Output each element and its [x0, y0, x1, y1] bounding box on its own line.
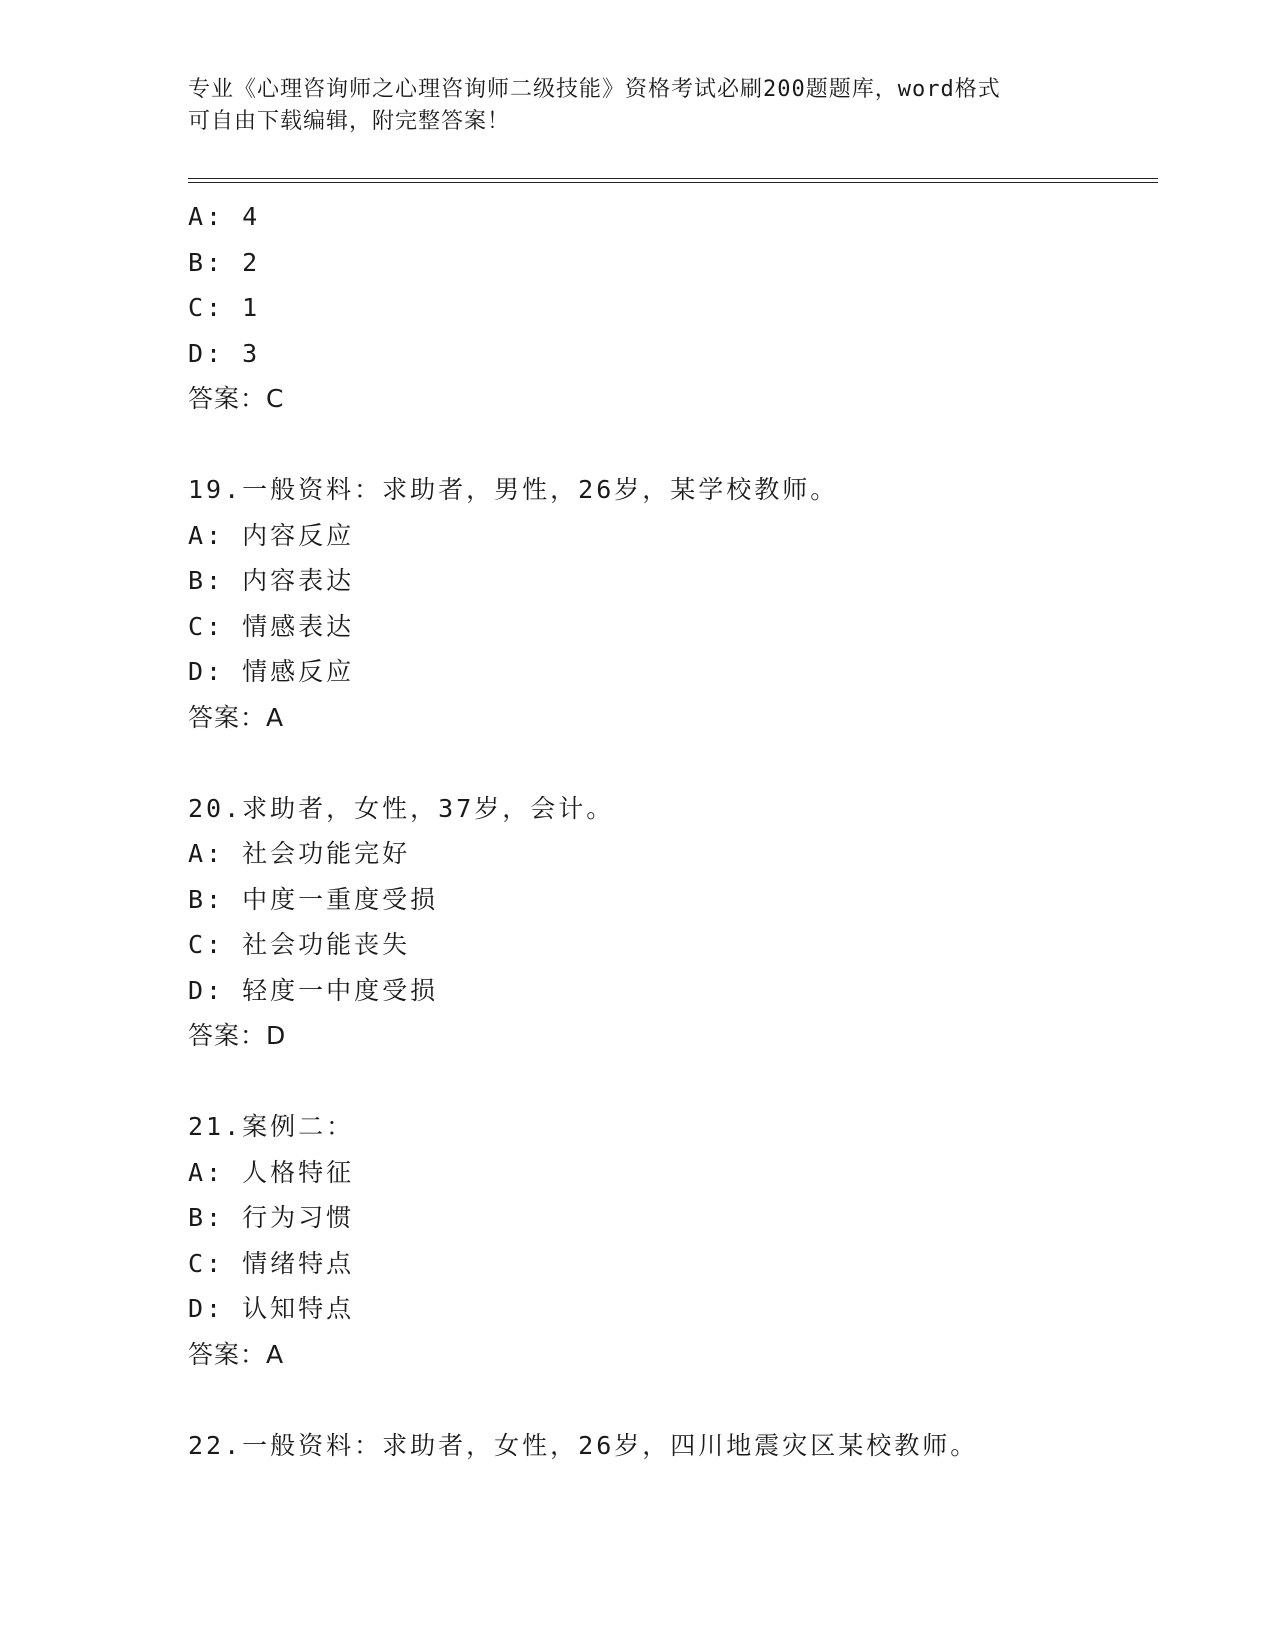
question-20 [188, 786, 1168, 1059]
question-21 [188, 1104, 1168, 1377]
question-22 [188, 1423, 1168, 1469]
option-b: B: 内容表达 [188, 566, 355, 595]
document-header [188, 74, 1068, 138]
spacer [188, 740, 1168, 786]
option-b: B: 2 [188, 247, 261, 277]
option-d: D: 轻度一中度受损 [188, 975, 439, 1005]
spacer [188, 1377, 1168, 1423]
question-list [188, 194, 1168, 1468]
question-19 [188, 467, 1168, 740]
option-c: C: 情感表达 [188, 611, 355, 641]
header-divider [188, 178, 1158, 183]
option-d: D: 情感反应 [188, 657, 355, 686]
header-line-1: 专业《心理咨询师之心理咨询师二级技能》资格考试必刷200题题库，word格式 [188, 77, 1001, 102]
option-d: D: 认知特点 [188, 1294, 355, 1323]
option-a: A: 人格特征 [188, 1157, 355, 1187]
question-stem: 20.求助者，女性，37岁，会计。 [188, 793, 615, 823]
option-c: C: 社会功能丧失 [188, 930, 411, 959]
header-line-2: 可自由下载编辑，附完整答案！ [188, 109, 511, 134]
option-b: B: 中度一重度受损 [188, 884, 439, 914]
question-stem: 22.一般资料：求助者，女性，26岁，四川地震灾区某校教师。 [188, 1430, 979, 1460]
option-c: C: 1 [188, 293, 261, 322]
question-18-options [188, 194, 1168, 422]
answer: 答案：A [188, 702, 285, 732]
answer: 答案：A [188, 1339, 285, 1369]
option-a: A: 社会功能完好 [188, 839, 411, 868]
option-c: C: 情绪特点 [188, 1248, 355, 1278]
option-b: B: 行为习惯 [188, 1203, 355, 1232]
option-a: A: 4 [188, 202, 261, 231]
question-stem: 21.案例二： [188, 1112, 355, 1141]
answer: 答案：C [188, 384, 285, 413]
option-d: D: 3 [188, 338, 261, 368]
answer: 答案：D [188, 1021, 287, 1050]
spacer [188, 422, 1168, 468]
option-a: A: 内容反应 [188, 520, 355, 550]
spacer [188, 1059, 1168, 1105]
question-stem: 19.一般资料：求助者，男性，26岁，某学校教师。 [188, 475, 839, 504]
